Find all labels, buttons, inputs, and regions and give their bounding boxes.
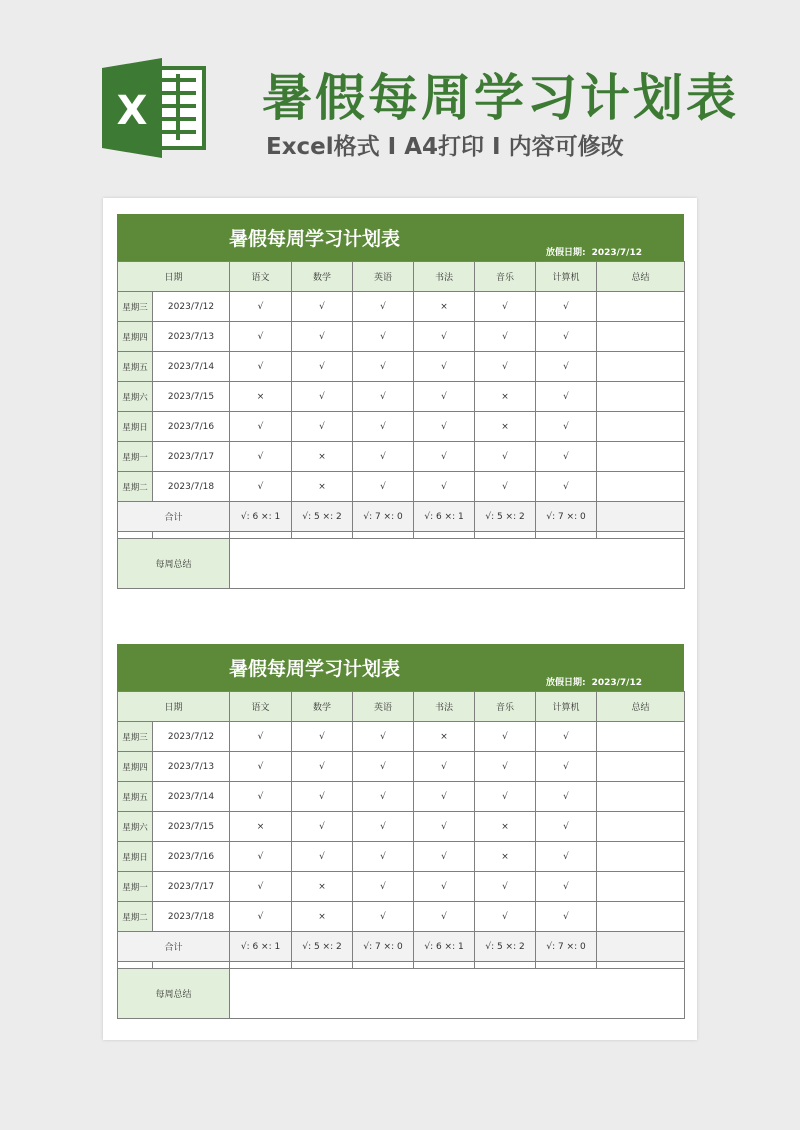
mark-cell[interactable]: √ xyxy=(536,782,597,812)
weekday-cell[interactable]: 星期日 xyxy=(118,412,153,442)
mark-cell[interactable]: √ xyxy=(353,322,414,352)
holiday-label: 放假日期: xyxy=(545,678,586,688)
weekday-cell[interactable]: 星期四 xyxy=(118,322,153,352)
mark-cell[interactable]: √ xyxy=(353,812,414,842)
mark-cell[interactable]: √ xyxy=(292,812,353,842)
mark-cell[interactable]: √ xyxy=(536,382,597,412)
mark-cell[interactable]: √ xyxy=(353,352,414,382)
mark-cell[interactable]: × xyxy=(475,842,536,872)
spacer-cell[interactable] xyxy=(153,962,230,969)
table-row xyxy=(118,382,685,412)
spacer-cell[interactable] xyxy=(230,962,292,969)
date-cell[interactable]: 2023/7/13 xyxy=(153,322,230,352)
mark-cell[interactable]: √ xyxy=(292,292,353,322)
total-cell[interactable]: √: 5 ×: 2 xyxy=(475,502,536,532)
page-title: 暑假每周学习计划表 xyxy=(262,69,739,127)
mark-cell[interactable]: √ xyxy=(475,872,536,902)
mark-cell[interactable]: √ xyxy=(292,722,353,752)
mark-cell[interactable]: √ xyxy=(414,412,475,442)
header-row xyxy=(118,262,685,292)
spacer-cell[interactable] xyxy=(153,532,230,539)
mark-cell[interactable]: √ xyxy=(536,752,597,782)
weekday-cell[interactable]: 星期二 xyxy=(118,902,153,932)
mark-cell[interactable]: √ xyxy=(414,472,475,502)
weekday-cell[interactable]: 星期五 xyxy=(118,782,153,812)
mark-cell[interactable]: √ xyxy=(230,752,292,782)
weekday-cell[interactable]: 星期二 xyxy=(118,472,153,502)
mark-cell[interactable]: √ xyxy=(475,472,536,502)
mark-cell[interactable]: √ xyxy=(353,872,414,902)
column-header[interactable]: 语文 xyxy=(230,692,292,722)
summary-cell[interactable] xyxy=(597,902,685,932)
column-header-date[interactable]: 日期 xyxy=(118,262,230,292)
summary-cell[interactable] xyxy=(597,412,685,442)
mark-cell[interactable]: √ xyxy=(353,412,414,442)
date-cell[interactable]: 2023/7/15 xyxy=(153,382,230,412)
mark-cell[interactable]: √ xyxy=(230,352,292,382)
weekday-cell[interactable]: 星期三 xyxy=(118,292,153,322)
holiday-value: 2023/7/12 xyxy=(591,248,642,258)
sheet-header xyxy=(117,644,684,691)
total-cell[interactable]: √: 5 ×: 2 xyxy=(292,502,353,532)
holiday-date xyxy=(546,245,642,258)
weekly-summary-field[interactable] xyxy=(230,969,685,1019)
summary-cell[interactable] xyxy=(597,382,685,412)
weekly-summary-label[interactable]: 每周总结 xyxy=(118,539,230,589)
mark-cell[interactable]: √ xyxy=(536,352,597,382)
mark-cell[interactable]: √ xyxy=(230,842,292,872)
weekday-cell[interactable]: 星期六 xyxy=(118,382,153,412)
date-cell[interactable]: 2023/7/16 xyxy=(153,842,230,872)
mark-cell[interactable]: × xyxy=(414,722,475,752)
total-cell[interactable]: √: 6 ×: 1 xyxy=(414,502,475,532)
mark-cell[interactable]: × xyxy=(292,442,353,472)
table-row xyxy=(118,872,685,902)
mark-cell[interactable]: √ xyxy=(353,902,414,932)
plan-sheet xyxy=(117,214,684,589)
date-cell[interactable]: 2023/7/15 xyxy=(153,812,230,842)
sum-label[interactable]: 合计 xyxy=(118,932,230,962)
weekday-cell[interactable]: 星期一 xyxy=(118,872,153,902)
spacer-cell[interactable] xyxy=(475,532,536,539)
mark-cell[interactable]: √ xyxy=(353,782,414,812)
mark-cell[interactable]: √ xyxy=(230,442,292,472)
mark-cell[interactable]: × xyxy=(230,812,292,842)
totals-row xyxy=(118,502,685,532)
spacer-cell[interactable] xyxy=(414,962,475,969)
mark-cell[interactable]: √ xyxy=(353,292,414,322)
mark-cell[interactable]: √ xyxy=(414,322,475,352)
mark-cell[interactable]: √ xyxy=(292,382,353,412)
column-header[interactable]: 计算机 xyxy=(536,692,597,722)
spacer-cell[interactable] xyxy=(536,962,597,969)
date-cell[interactable]: 2023/7/17 xyxy=(153,442,230,472)
mark-cell[interactable]: √ xyxy=(536,902,597,932)
mark-cell[interactable]: × xyxy=(414,292,475,322)
date-cell[interactable]: 2023/7/14 xyxy=(153,782,230,812)
summary-cell[interactable] xyxy=(597,442,685,472)
plan-table xyxy=(117,261,685,589)
mark-cell[interactable]: √ xyxy=(292,752,353,782)
summary-cell[interactable] xyxy=(597,352,685,382)
mark-cell[interactable]: √ xyxy=(230,292,292,322)
mark-cell[interactable]: × xyxy=(230,382,292,412)
summary-cell[interactable] xyxy=(597,322,685,352)
spacer-cell[interactable] xyxy=(118,532,153,539)
weekly-summary-row xyxy=(118,539,685,589)
page-subtitle: Excel格式 I A4打印 I 内容可修改 xyxy=(266,134,624,160)
mark-cell[interactable]: √ xyxy=(230,412,292,442)
mark-cell[interactable]: √ xyxy=(414,352,475,382)
weekday-cell[interactable]: 星期一 xyxy=(118,442,153,472)
spacer-cell[interactable] xyxy=(597,962,685,969)
total-cell[interactable]: √: 6 ×: 1 xyxy=(230,932,292,962)
date-cell[interactable]: 2023/7/14 xyxy=(153,352,230,382)
total-cell[interactable]: √: 6 ×: 1 xyxy=(414,932,475,962)
total-cell[interactable]: √: 7 ×: 0 xyxy=(536,932,597,962)
table-row xyxy=(118,902,685,932)
weekly-summary-label[interactable]: 每周总结 xyxy=(118,969,230,1019)
date-cell[interactable]: 2023/7/12 xyxy=(153,722,230,752)
column-header[interactable]: 数学 xyxy=(292,262,353,292)
mark-cell[interactable]: √ xyxy=(292,842,353,872)
total-cell[interactable]: √: 5 ×: 2 xyxy=(475,932,536,962)
weekday-cell[interactable]: 星期四 xyxy=(118,752,153,782)
weekday-cell[interactable]: 星期日 xyxy=(118,842,153,872)
excel-logo-icon xyxy=(100,58,210,158)
page-header xyxy=(0,0,800,190)
summary-cell[interactable] xyxy=(597,932,685,962)
mark-cell[interactable]: × xyxy=(475,812,536,842)
mark-cell[interactable]: √ xyxy=(292,322,353,352)
mark-cell[interactable]: √ xyxy=(230,902,292,932)
mark-cell[interactable]: × xyxy=(292,472,353,502)
mark-cell[interactable]: √ xyxy=(536,872,597,902)
sheet-title: 暑假每周学习计划表 xyxy=(229,658,401,680)
mark-cell[interactable]: √ xyxy=(536,842,597,872)
plan-table xyxy=(117,691,685,1019)
weekday-cell[interactable]: 星期六 xyxy=(118,812,153,842)
spacer-cell[interactable] xyxy=(475,962,536,969)
mark-cell[interactable]: √ xyxy=(475,902,536,932)
mark-cell[interactable]: √ xyxy=(230,872,292,902)
mark-cell[interactable]: √ xyxy=(536,322,597,352)
spacer-cell[interactable] xyxy=(536,532,597,539)
mark-cell[interactable]: √ xyxy=(414,812,475,842)
paper-sheet xyxy=(103,198,697,1040)
total-cell[interactable]: √: 7 ×: 0 xyxy=(353,932,414,962)
total-cell[interactable]: √: 7 ×: 0 xyxy=(353,502,414,532)
mark-cell[interactable]: √ xyxy=(414,752,475,782)
mark-cell[interactable]: √ xyxy=(536,292,597,322)
mark-cell[interactable]: √ xyxy=(414,842,475,872)
mark-cell[interactable]: √ xyxy=(475,292,536,322)
mark-cell[interactable]: √ xyxy=(536,412,597,442)
spacer-cell[interactable] xyxy=(118,962,153,969)
summary-cell[interactable] xyxy=(597,842,685,872)
total-cell[interactable]: √: 5 ×: 2 xyxy=(292,932,353,962)
mark-cell[interactable]: √ xyxy=(475,782,536,812)
sum-label[interactable]: 合计 xyxy=(118,502,230,532)
summary-cell[interactable] xyxy=(597,872,685,902)
mark-cell[interactable]: √ xyxy=(536,722,597,752)
column-header-date[interactable]: 日期 xyxy=(118,692,230,722)
table-row xyxy=(118,292,685,322)
column-header[interactable]: 书法 xyxy=(414,692,475,722)
mark-cell[interactable]: √ xyxy=(414,442,475,472)
total-cell[interactable]: √: 7 ×: 0 xyxy=(536,502,597,532)
weekday-cell[interactable]: 星期三 xyxy=(118,722,153,752)
mark-cell[interactable]: √ xyxy=(536,472,597,502)
mark-cell[interactable]: √ xyxy=(353,842,414,872)
totals-row xyxy=(118,932,685,962)
table-row xyxy=(118,752,685,782)
mark-cell[interactable]: √ xyxy=(353,442,414,472)
table-row xyxy=(118,322,685,352)
mark-cell[interactable]: √ xyxy=(536,442,597,472)
mark-cell[interactable]: × xyxy=(475,412,536,442)
mark-cell[interactable]: √ xyxy=(292,352,353,382)
weekly-summary-field[interactable] xyxy=(230,539,685,589)
mark-cell[interactable]: √ xyxy=(230,782,292,812)
spacer-row xyxy=(118,532,685,539)
spacer-row xyxy=(118,962,685,969)
logo-letter: X xyxy=(116,88,148,134)
date-cell[interactable]: 2023/7/12 xyxy=(153,292,230,322)
mark-cell[interactable]: √ xyxy=(292,782,353,812)
holiday-label: 放假日期: xyxy=(545,248,586,258)
summary-cell[interactable] xyxy=(597,502,685,532)
mark-cell[interactable]: √ xyxy=(475,322,536,352)
column-header[interactable]: 书法 xyxy=(414,262,475,292)
mark-cell[interactable]: × xyxy=(292,902,353,932)
spacer-cell[interactable] xyxy=(414,532,475,539)
table-row xyxy=(118,782,685,812)
plan-sheet xyxy=(117,644,684,1019)
header-row xyxy=(118,692,685,722)
spacer-cell[interactable] xyxy=(353,962,414,969)
column-header[interactable]: 音乐 xyxy=(475,692,536,722)
mark-cell[interactable]: √ xyxy=(536,812,597,842)
summary-cell[interactable] xyxy=(597,812,685,842)
table-row xyxy=(118,412,685,442)
weekday-cell[interactable]: 星期五 xyxy=(118,352,153,382)
total-cell[interactable]: √: 6 ×: 1 xyxy=(230,502,292,532)
table-row xyxy=(118,442,685,472)
mark-cell[interactable]: √ xyxy=(230,322,292,352)
mark-cell[interactable]: √ xyxy=(414,872,475,902)
column-header[interactable]: 计算机 xyxy=(536,262,597,292)
table-row xyxy=(118,472,685,502)
spacer-cell[interactable] xyxy=(597,532,685,539)
summary-cell[interactable] xyxy=(597,472,685,502)
table-row xyxy=(118,812,685,842)
summary-cell[interactable] xyxy=(597,782,685,812)
date-cell[interactable]: 2023/7/16 xyxy=(153,412,230,442)
holiday-value: 2023/7/12 xyxy=(591,678,642,688)
summary-cell[interactable] xyxy=(597,752,685,782)
column-header[interactable]: 总结 xyxy=(597,692,685,722)
mark-cell[interactable]: √ xyxy=(230,472,292,502)
mark-cell[interactable]: × xyxy=(475,382,536,412)
date-cell[interactable]: 2023/7/18 xyxy=(153,472,230,502)
mark-cell[interactable]: √ xyxy=(353,722,414,752)
column-header[interactable]: 语文 xyxy=(230,262,292,292)
mark-cell[interactable]: √ xyxy=(353,752,414,782)
mark-cell[interactable]: √ xyxy=(475,442,536,472)
spacer-cell[interactable] xyxy=(230,532,292,539)
mark-cell[interactable]: √ xyxy=(292,412,353,442)
column-header[interactable]: 英语 xyxy=(353,692,414,722)
mark-cell[interactable]: √ xyxy=(414,902,475,932)
mark-cell[interactable]: √ xyxy=(475,352,536,382)
column-header[interactable]: 数学 xyxy=(292,692,353,722)
spacer-cell[interactable] xyxy=(353,532,414,539)
table-row xyxy=(118,352,685,382)
holiday-date xyxy=(546,675,642,688)
mark-cell[interactable]: √ xyxy=(353,472,414,502)
table-row xyxy=(118,842,685,872)
sheet-header xyxy=(117,214,684,261)
mark-cell[interactable]: √ xyxy=(414,382,475,412)
column-header[interactable]: 音乐 xyxy=(475,262,536,292)
date-cell[interactable]: 2023/7/13 xyxy=(153,752,230,782)
mark-cell[interactable]: √ xyxy=(353,382,414,412)
spacer-cell[interactable] xyxy=(292,962,353,969)
spacer-cell[interactable] xyxy=(292,532,353,539)
mark-cell[interactable]: √ xyxy=(475,722,536,752)
mark-cell[interactable]: √ xyxy=(414,782,475,812)
column-header[interactable]: 总结 xyxy=(597,262,685,292)
date-cell[interactable]: 2023/7/18 xyxy=(153,902,230,932)
summary-cell[interactable] xyxy=(597,722,685,752)
mark-cell[interactable]: √ xyxy=(475,752,536,782)
table-row xyxy=(118,722,685,752)
weekly-summary-row xyxy=(118,969,685,1019)
date-cell[interactable]: 2023/7/17 xyxy=(153,872,230,902)
sheet-title: 暑假每周学习计划表 xyxy=(229,228,401,250)
mark-cell[interactable]: √ xyxy=(230,722,292,752)
mark-cell[interactable]: × xyxy=(292,872,353,902)
column-header[interactable]: 英语 xyxy=(353,262,414,292)
summary-cell[interactable] xyxy=(597,292,685,322)
